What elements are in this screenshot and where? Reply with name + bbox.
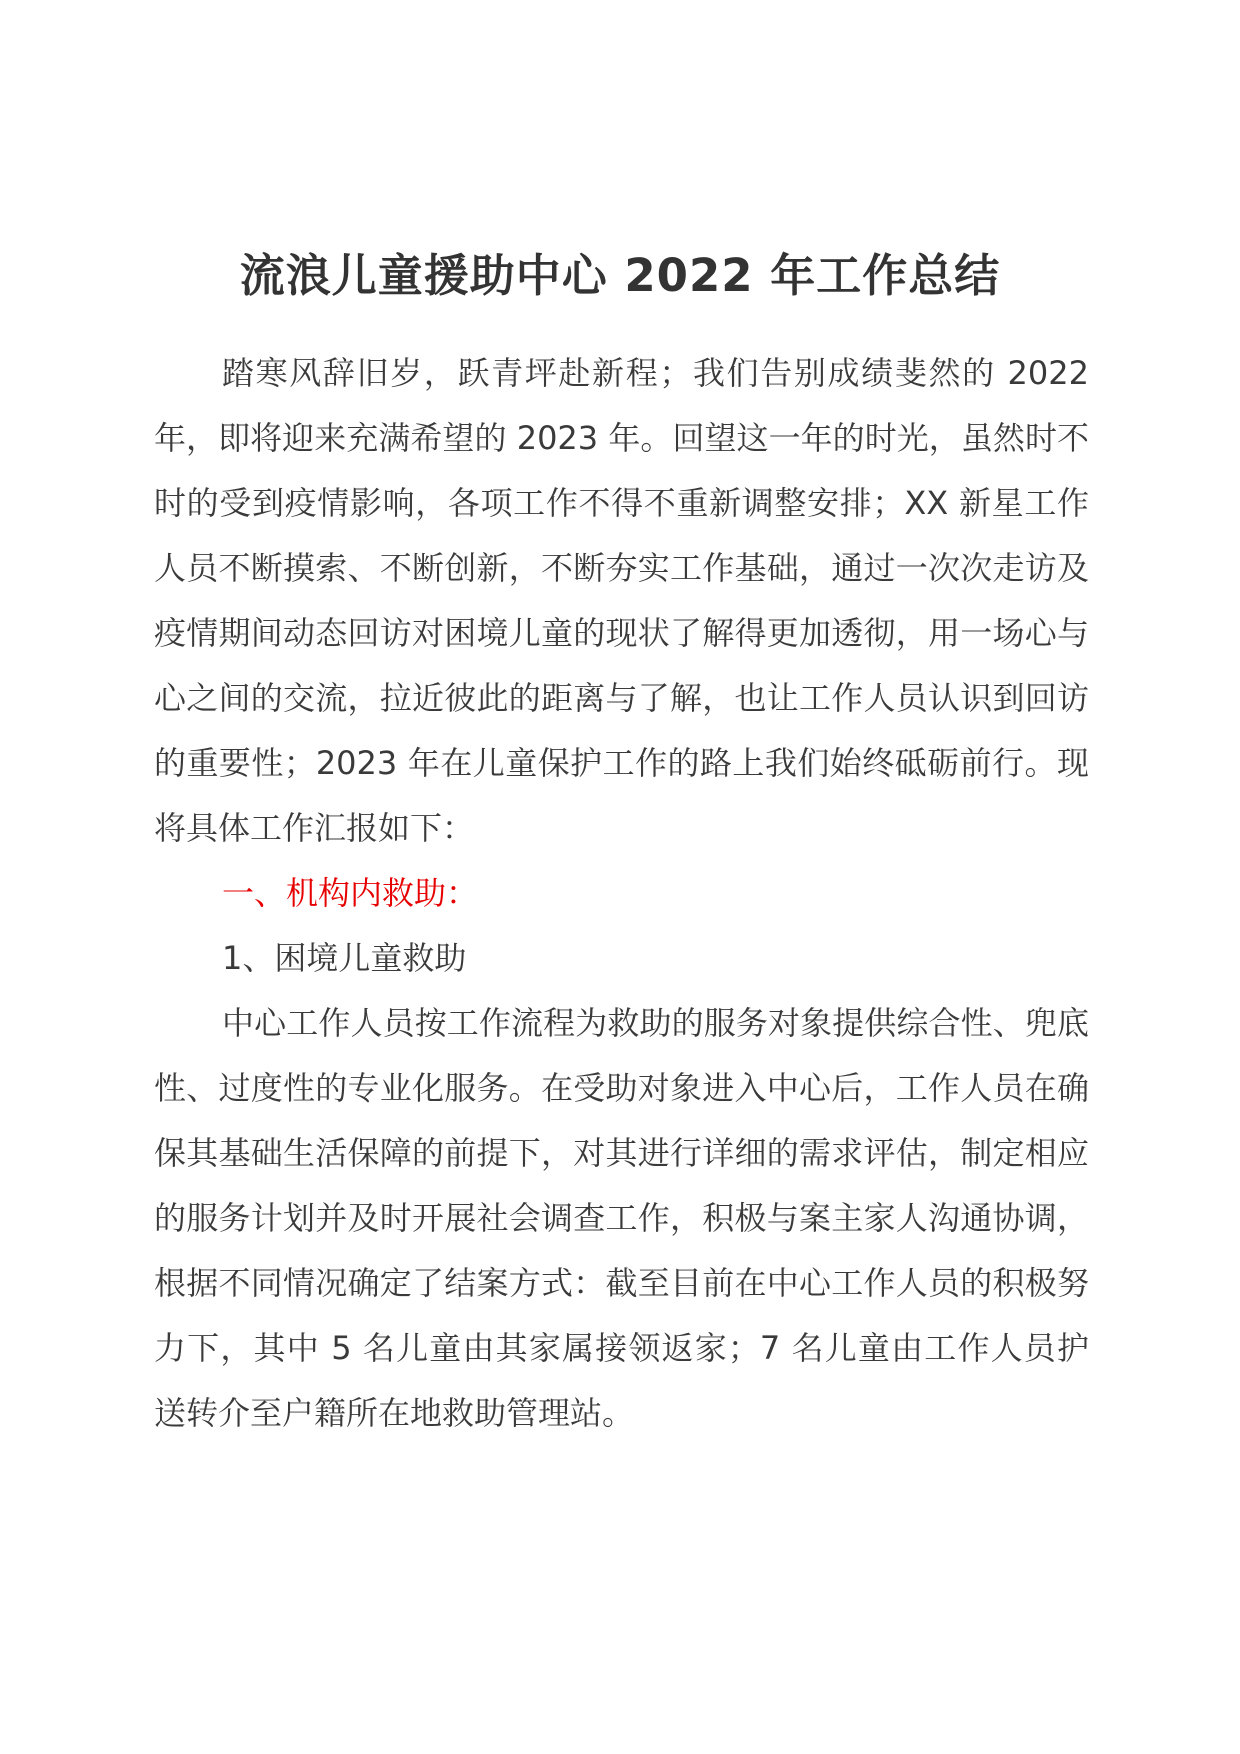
body-paragraph: 中心工作人员按工作流程为救助的服务对象提供综合性、兜底性、过度性的专业化服务。在受助对象进入中心后，工作人员在确保其基础生活保障的前提下，对其进行详细的需求评估，制定相应的服务计划并及时开展社会调查工作，积极与案主家人沟通协调，根据不同情况确定了结案方式：截至目前在中心工作人员的积极努力下，其中 5 名儿童由其家属接领返家；7 名儿童由工作人员护送转介至户籍所在地救助管理站。 bbox=[154, 1004, 1089, 1432]
section-heading: 一、机构内救助： bbox=[222, 874, 479, 912]
intro-paragraph: 踏寒风辞旧岁，跃青坪赴新程；我们告别成绩斐然的 2022 年，即将迎来充满希望的 2023 年。回望这一年的时光，虽然时不时的受到疫情影响，各项工作不得不重新调整安排；XX 新星工作人员不断摸索、不断创新，不断夯实工作基础，通过一次次走访及疫情期间动态回访对困境儿童的现状了解得更加透彻，用一场心与心之间的交流，拉近彼此的距离与了解，也让工作人员认识到回访的重要性；2023 年在儿童保护工作的路上我们始终砥砺前行。现将具体工作汇报如下： bbox=[154, 354, 1089, 847]
document-title: 流浪儿童援助中心 2022 年工作总结 bbox=[239, 249, 1001, 302]
subsection-heading: 1、困境儿童救助 bbox=[222, 939, 467, 977]
